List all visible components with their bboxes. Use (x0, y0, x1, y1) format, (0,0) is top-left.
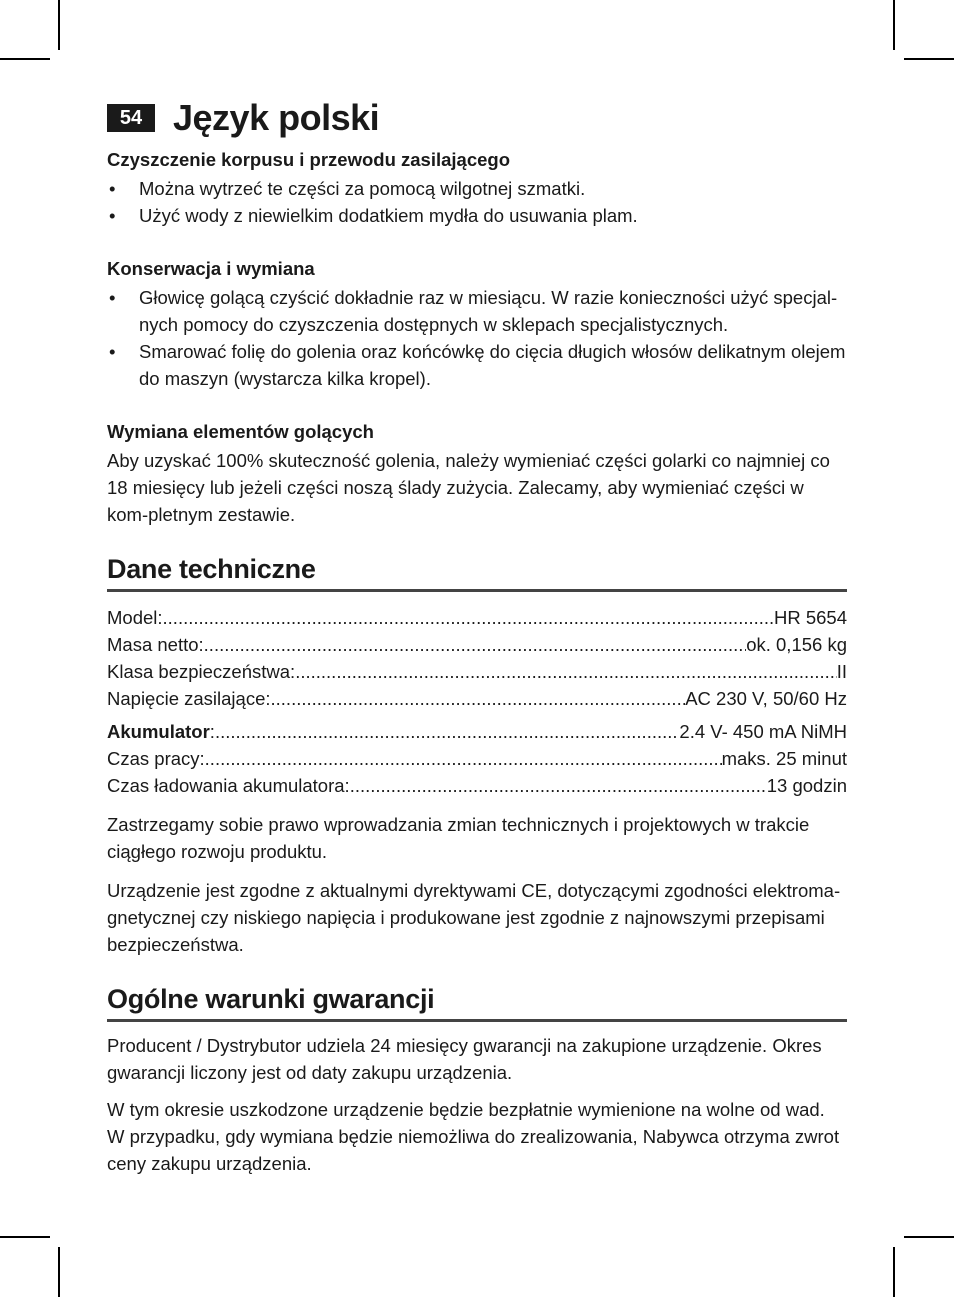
crop-mark (904, 58, 954, 60)
list-item: • Użyć wody z niewielkim dodatkiem mydła do usuwania plam. (107, 202, 847, 229)
crop-mark (893, 0, 895, 50)
spec-row: Akumulator: ..... 2.4 V- 450 mA NiMH (107, 718, 847, 745)
ce-compliance-note: Urządzenie jest zgodne z aktualnymi dyrektywami CE, dotyczącymi zgodności elektroma-gnetycznej czy niskiego napięcia i produkowane jest zgodnie z najnowszymi przepisami bezpieczeństwa. (107, 880, 841, 955)
page-header (107, 96, 379, 140)
replacement-text: Aby uzyskać 100% skuteczność golenia, należy wymieniać części golarki co najmniej co 18 miesięcy lub jeżeli części noszą ślady zużycia. Zalecamy, aby wymieniać części w kom-pletnym zestawie. (107, 450, 830, 525)
maintenance-heading: Konserwacja i wymiana (107, 258, 315, 279)
spec-label: Napięcie zasilające: (107, 688, 271, 709)
list-item: • Smarować folię do golenia oraz końcówkę do cięcia długich włosów delikatnym olejem do maszyn (wystarcza kilka kropel). (107, 338, 847, 392)
spec-label: Model: (107, 607, 163, 628)
crop-mark (0, 58, 50, 60)
technical-note: Zastrzegamy sobie prawo wprowadzania zmian technicznych i projektowych w trakcie ciągłego rozwoju produktu. (107, 814, 810, 862)
crop-mark (58, 0, 60, 50)
list-item: • Głowicę golącą czyścić dokładnie raz w miesiącu. W razie konieczności użyć specjal-nych pomocy do czyszczenia dostępnych w sklepach specjalistycznych. (107, 284, 847, 338)
warranty-paragraph: W tym okresie uszkodzone urządzenie będzie bezpłatnie wymienione na wolne od wad. W przypadku, gdy wymiana będzie niemożliwa do zrealizowania, Nabywca otrzyma zwrot ceny zakupu urządzenia. (107, 1099, 840, 1174)
crop-mark (893, 1247, 895, 1297)
warranty-paragraph: Producent / Dystrybutor udziela 24 miesięcy gwarancji na zakupione urządzenie. Okres gwarancji liczony jest od daty zakupu urządzenia. (107, 1035, 822, 1083)
page-content (107, 146, 847, 1177)
cleaning-list (107, 175, 847, 229)
cleaning-heading: Czyszczenie korpusu i przewodu zasilającego (107, 149, 511, 170)
replacement-heading: Wymiana elementów golących (107, 421, 374, 442)
spec-value: II (836, 661, 847, 682)
page-number: 54 (107, 104, 155, 132)
crop-mark (0, 1236, 50, 1238)
page-title: Język polski (173, 97, 380, 138)
warranty-title: Ogólne warunki gwarancji (107, 986, 847, 1022)
spec-row (107, 631, 847, 658)
spec-value: ok. 0,156 kg (746, 634, 847, 655)
spec-row (107, 658, 847, 685)
spec-row (107, 685, 847, 712)
spec-value: AC 230 V, 50/60 Hz (685, 688, 847, 709)
spec-value: 13 godzin (766, 775, 847, 796)
spec-label: Klasa bezpieczeństwa: (107, 661, 296, 682)
spec-table (107, 604, 847, 799)
technical-title: Dane techniczne (107, 556, 847, 592)
crop-mark (58, 1247, 60, 1297)
spec-row (107, 745, 847, 772)
spec-row (107, 604, 847, 631)
spec-value: 2.4 V- 450 mA NiMH (679, 721, 847, 742)
spec-label: Akumulator (107, 721, 210, 742)
spec-label: Masa netto: (107, 634, 204, 655)
crop-mark (904, 1236, 954, 1238)
spec-value: maks. 25 minut (721, 748, 847, 769)
spec-value: HR 5654 (773, 607, 847, 628)
list-item: • Można wytrzeć te części za pomocą wilgotnej szmatki. (107, 175, 847, 202)
spec-label: Czas pracy: (107, 748, 205, 769)
maintenance-list (107, 284, 847, 392)
spec-label: Czas ładowania akumulatora: (107, 775, 350, 796)
spec-row (107, 772, 847, 799)
